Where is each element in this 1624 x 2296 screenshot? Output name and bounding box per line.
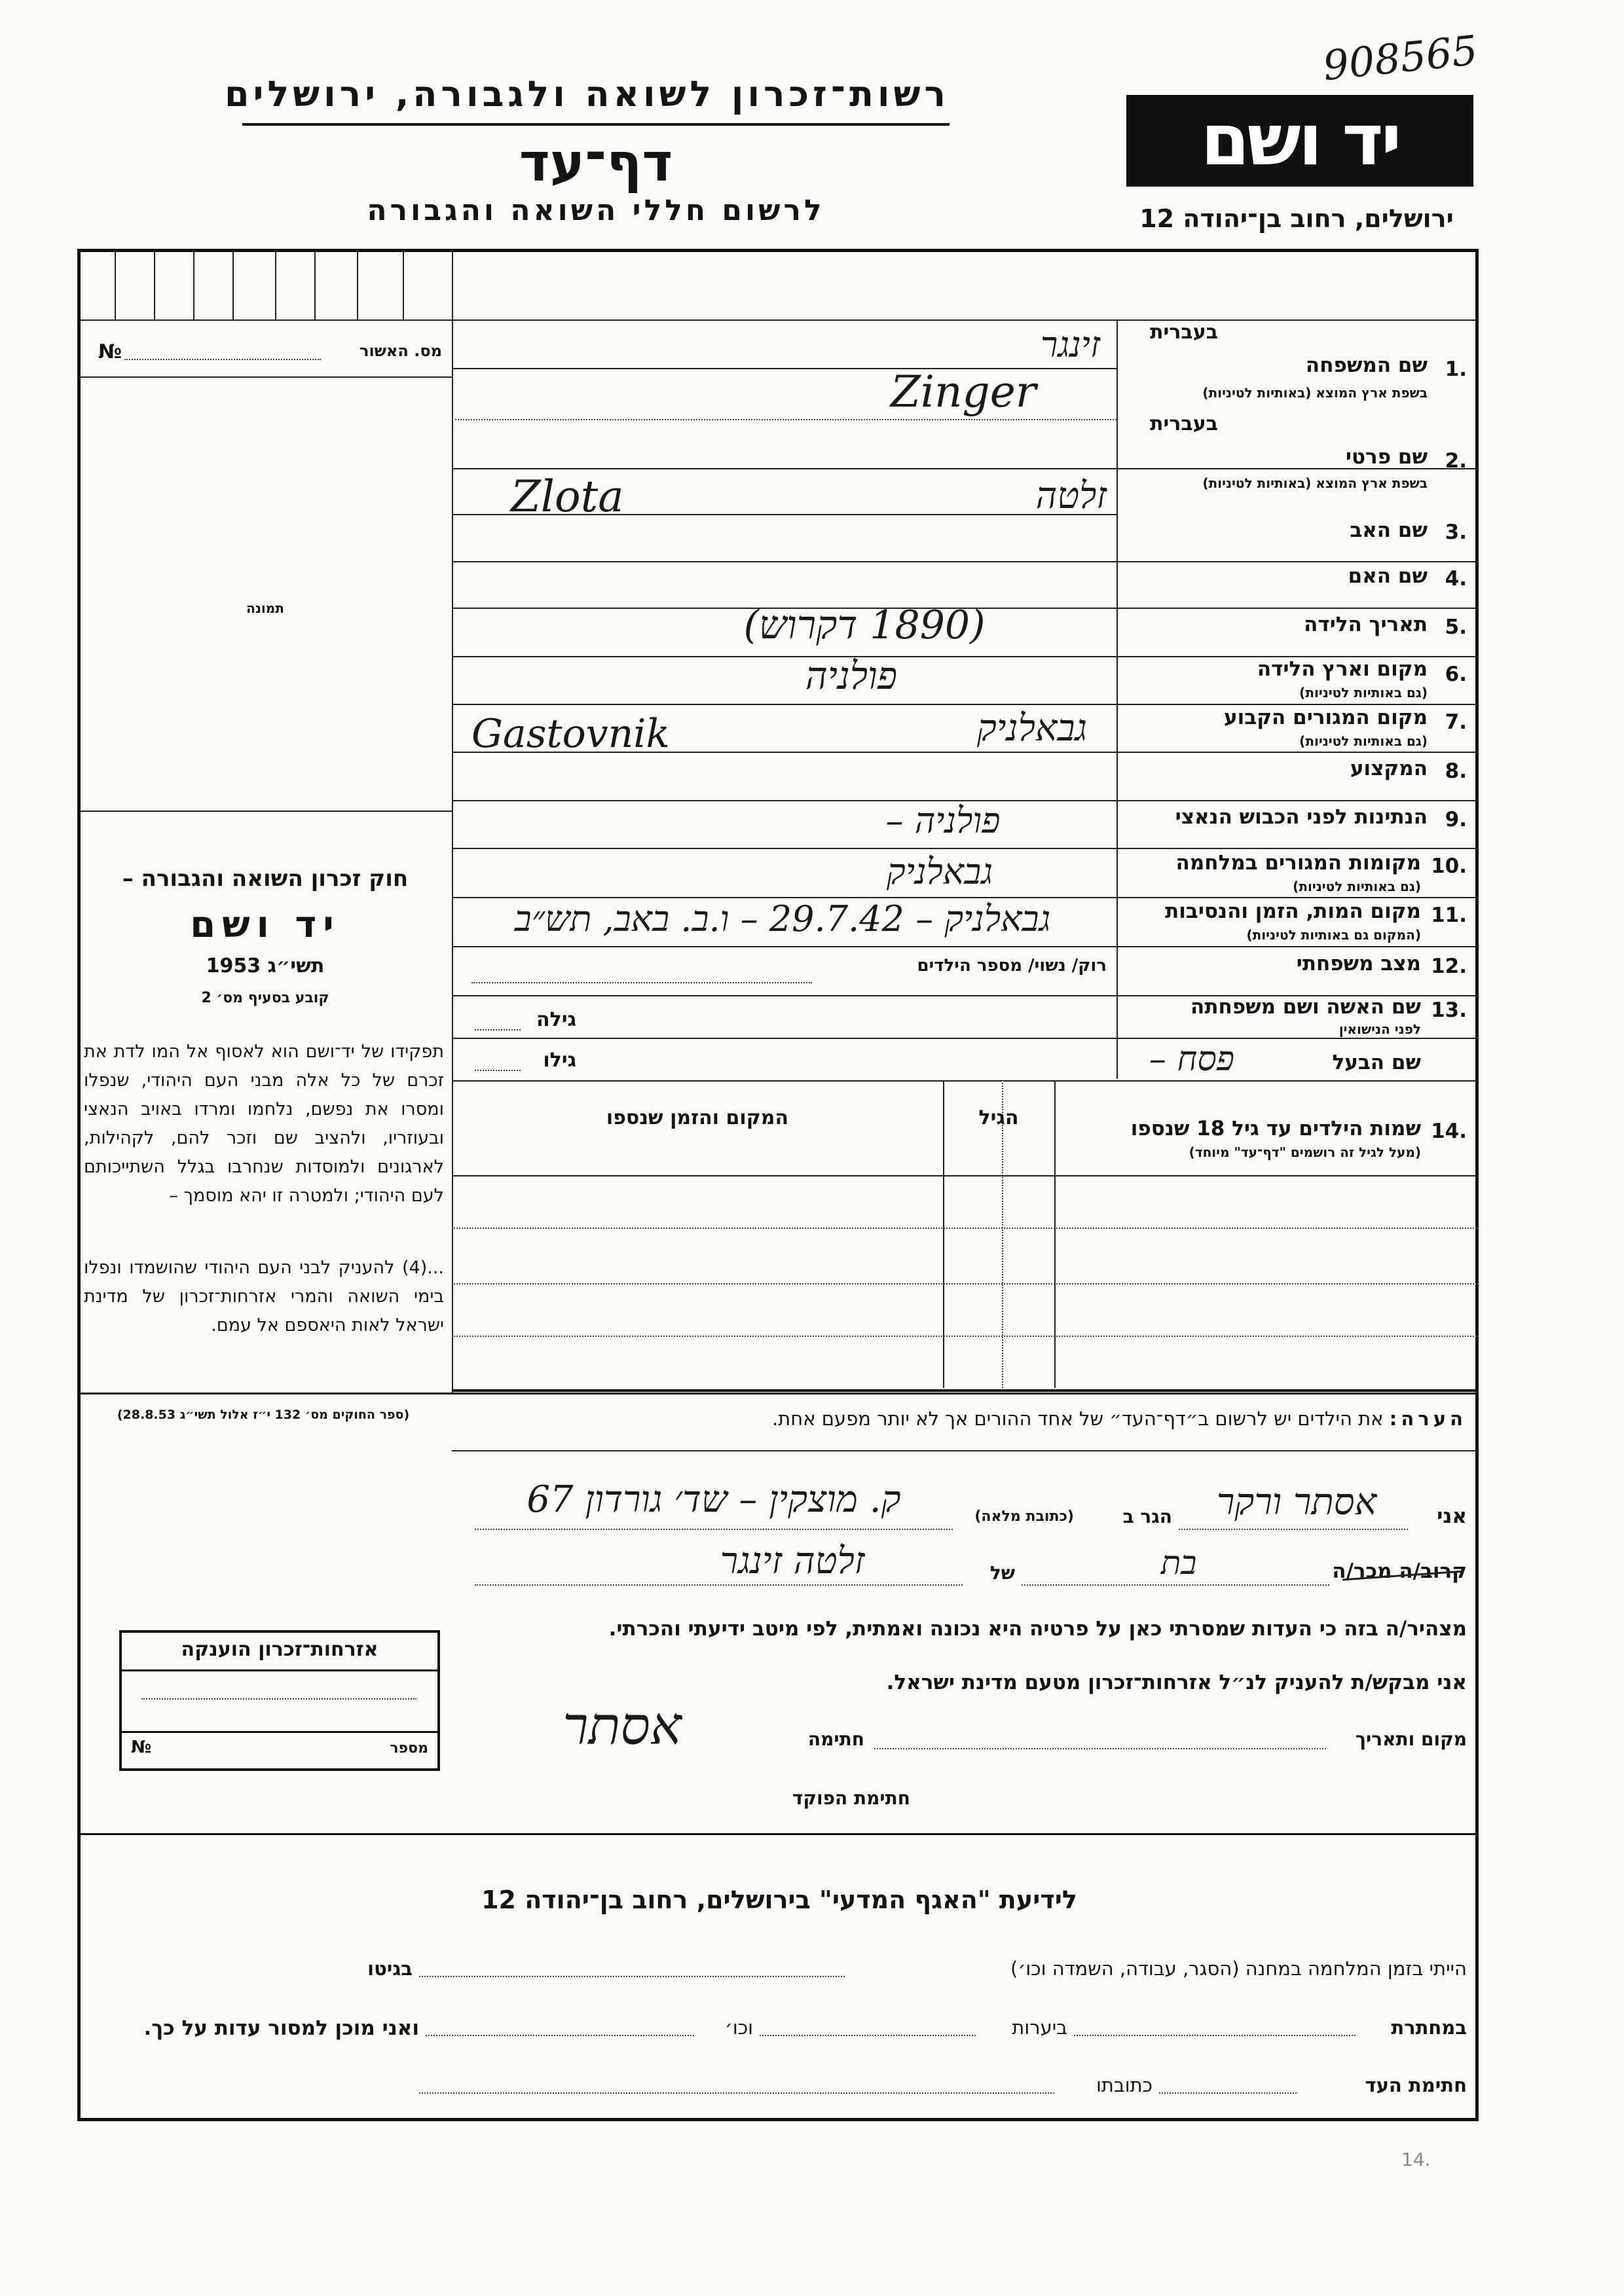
- footer-line3-b: כתובתו: [1096, 2074, 1153, 2096]
- decl-of-value[interactable]: זלטה זינגר: [720, 1540, 865, 1582]
- decl-i-label: אני: [1437, 1504, 1467, 1528]
- yad-vashem-logo: [1126, 95, 1473, 187]
- field-11-note: (המקום גם באותיות לטיניות): [1246, 927, 1421, 943]
- law-title: חוק זכרון השואה והגבורה –: [122, 866, 409, 892]
- citizenship-no-sign: №: [131, 1738, 152, 1757]
- children-col-age: הגיל: [978, 1106, 1019, 1129]
- archive-number: 908565: [1320, 26, 1480, 90]
- field-10-label: מקומות המגורים במלחמה: [1175, 851, 1421, 875]
- footer-line2-c: וכו׳: [724, 2016, 753, 2039]
- footer-line3-a: חתימת העד: [1365, 2074, 1467, 2096]
- reg-no-label: מס. האשור: [360, 342, 442, 360]
- field-4-label: שם האם: [1348, 564, 1428, 588]
- logo-text: יד ושם: [1200, 100, 1399, 181]
- children-note: (מעל לגיל זה רושמים "דף־עד" מיוחד): [1189, 1144, 1421, 1160]
- decl-signature-label: חתימה: [807, 1728, 864, 1750]
- footer-line1-a: הייתי בזמן המלחמה במחנה (הסגר, עבודה, השמדה וכו׳): [1010, 1958, 1467, 1980]
- decl-place-date-label: מקום ותאריך: [1355, 1728, 1467, 1750]
- field-7-num: 7.: [1445, 710, 1467, 734]
- photo-placeholder: [79, 378, 452, 810]
- decl-signature-value[interactable]: אסתר: [563, 1696, 682, 1757]
- law-name: יד ושם: [190, 903, 341, 946]
- decl-of-label: של: [989, 1562, 1015, 1584]
- footer-line2-b: ביערות: [1012, 2016, 1067, 2039]
- field-9-num: 9.: [1445, 808, 1467, 831]
- field-12-value[interactable]: רוק/ נשוי/ מספר הילדים: [917, 956, 1107, 975]
- field-12-label: מצב משפחתי: [1296, 952, 1421, 975]
- decl-address-value[interactable]: ק. מוצקין – שד׳ גורדון 67: [526, 1478, 901, 1521]
- decl-resides-label: הגר ב: [1122, 1506, 1172, 1527]
- remark-label: הערה:: [1389, 1408, 1467, 1430]
- decl-relation-value[interactable]: בת: [1160, 1544, 1197, 1582]
- citizenship-box-title: אזרחות־זכרון הוענקה: [181, 1638, 378, 1661]
- husband-value[interactable]: פסח –: [1149, 1040, 1235, 1079]
- field-6-label: מקום וארץ הלידה: [1257, 657, 1428, 681]
- field-13-age-label: גילה: [536, 1008, 576, 1031]
- remark: [498, 1408, 1467, 1430]
- field-5-label: תאריך הלידה: [1304, 613, 1428, 636]
- field-1-hebrew-tag: בעברית: [1150, 321, 1218, 344]
- field-1-label: שם המשפחה: [1305, 354, 1428, 377]
- field-7-value-hebrew[interactable]: גבאלניק: [976, 707, 1087, 750]
- field-10-num: 10.: [1431, 854, 1467, 878]
- field-1-note: בשפת ארץ המוצא (באותיות לטיניות): [1202, 385, 1428, 401]
- field-1-value-hebrew[interactable]: זינגר: [1040, 324, 1100, 365]
- footer-line1-b: בגיטו: [367, 1958, 413, 1980]
- law-text-2: ...(4) להעניק לבני העם היהודי שהושמדו ונפלו בימי השואה והמרי אזרחות־זכרון של מדינת ישראל לאות היאספם אל עמם.: [84, 1258, 444, 1336]
- field-1-num: 1.: [1445, 357, 1467, 381]
- footer-line2-d: ואני מוכן למסור עדות על כך.: [143, 2016, 419, 2040]
- husband-age-label: גילו: [543, 1049, 576, 1072]
- field-9-label: הנתינות לפני הכבוש הנאצי: [1175, 805, 1428, 829]
- field-7-value-latin[interactable]: Gastovnik: [471, 711, 670, 757]
- field-9-value[interactable]: פולניה –: [885, 800, 1001, 841]
- field-5-num: 5.: [1445, 615, 1467, 639]
- decl-address-note: (כתובת מלאה): [974, 1508, 1074, 1525]
- photo-label: תמונה: [246, 600, 284, 616]
- field-7-note: (גם באותיות לטיניות): [1299, 733, 1428, 749]
- field-6-note: (גם באותיות לטיניות): [1299, 685, 1428, 701]
- reg-no-sign: №: [98, 340, 122, 363]
- remark-text: את הילדים יש לרשום ב״דף־העד״ של אחד ההורים אך לא יותר מפעם אחת.: [771, 1408, 1384, 1430]
- field-6-num: 6.: [1445, 663, 1467, 686]
- field-10-value[interactable]: גבאלניק: [886, 851, 993, 892]
- field-2-label: שם פרטי: [1345, 445, 1428, 469]
- field-2-num: 2.: [1445, 449, 1467, 473]
- field-7-label: מקום המגורים הקבוע: [1224, 706, 1428, 729]
- field-2-value-hebrew[interactable]: זלטה: [1035, 475, 1107, 517]
- children-col-place-time: המקום והזמן שנספו: [606, 1106, 789, 1129]
- decl-relation-label: קרוב/ה מכר/ה: [1332, 1559, 1467, 1583]
- field-1-value-latin[interactable]: Zinger: [891, 367, 1037, 417]
- field-8-label: המקצוע: [1350, 757, 1428, 780]
- field-2-note: בשפת ארץ המוצא (באותיות לטיניות): [1202, 475, 1428, 491]
- field-3-num: 3.: [1445, 520, 1467, 544]
- address: ירושלים, רחוב בן־יהודה 12: [1139, 204, 1454, 233]
- law-year: תשי״ג 1953: [206, 955, 325, 977]
- footer-title: לידיעת "האגף המדעי" בירושלים, רחוב בן־יהודה 12: [481, 1886, 1077, 1914]
- field-5-value[interactable]: (1890 דקרוש): [743, 602, 986, 648]
- field-4-num: 4.: [1445, 567, 1467, 591]
- law-clause: קובע בסעיף מס׳ 2: [201, 990, 329, 1006]
- field-12-num: 12.: [1431, 955, 1467, 978]
- field-2-value-latin[interactable]: Zlota: [511, 471, 624, 522]
- field-11-label: מקום המות, הזמן והנסיבות: [1165, 900, 1421, 923]
- field-13-num: 13.: [1431, 998, 1467, 1022]
- field-13-label: שם האשה ושם משפחתה: [1190, 995, 1421, 1019]
- field-13-note: לפני הנישואין: [1338, 1021, 1421, 1037]
- children-title: שמות הילדים עד גיל 18 שנספו: [1130, 1117, 1421, 1140]
- field-11-value[interactable]: גבאלניק – 29.7.42 – ו.ב. באב, תש״ב: [514, 898, 1051, 939]
- law-text-1: תפקידו של יד־ושם הוא לאסוף אל המו לדת את זכרם של כל אלה מבני העם היהודי, שנפלו ומסרו את נפשם, נלחמו ומרדו באויב הנאצי ובעוזריו, ולהציב שם וזכר להם, לקהילות, לארגונים ולמוסדות שנחרבו בגלל השתייכותם לעם היהודי; ולמטרה זו יהא מוסמך –: [84, 1042, 444, 1206]
- citizenship-box: [119, 1630, 440, 1771]
- field-10-note: (גם באותיות לטיניות): [1293, 879, 1421, 894]
- decl-i-value[interactable]: אסתר ורקר: [1216, 1481, 1377, 1523]
- authority-title: רשות־זכרון לשואה ולגבורה, ירושלים: [224, 73, 950, 115]
- decl-statement-2: אני מבקש/ת להעניק לנ״ל אזרחות־זכרון מטעם מדינת ישראל.: [886, 1671, 1467, 1694]
- decl-statement-1: מצהיר/ה בזה כי העדות שמסרתי כאן על פרטיה היא נכונה ואמתית, לפי מיטב ידיעתי והכרתי.: [608, 1617, 1467, 1641]
- field-6-value[interactable]: פולניה: [805, 653, 898, 698]
- husband-label: שם הבעל: [1332, 1051, 1421, 1074]
- field-8-num: 8.: [1445, 759, 1467, 783]
- form-title: דף־עד: [519, 132, 673, 193]
- stamp-14: 14.: [1401, 2149, 1431, 2170]
- form-subtitle: לרשום חללי השואה והגבורה: [367, 194, 825, 227]
- citizenship-no-label: מספר: [390, 1740, 428, 1757]
- children-num: 14.: [1431, 1120, 1467, 1143]
- law-source: (ספר החוקים מס׳ 132 י״ז אלול תשי״ג 28.8.53): [117, 1408, 410, 1422]
- field-2-hebrew-tag: בעברית: [1150, 412, 1218, 435]
- field-11-num: 11.: [1431, 903, 1467, 927]
- field-3-label: שם האב: [1350, 519, 1428, 542]
- decl-official-sig-label: חתימת הפוקד: [792, 1787, 910, 1809]
- footer-line2-a: במחתרת: [1391, 2016, 1467, 2039]
